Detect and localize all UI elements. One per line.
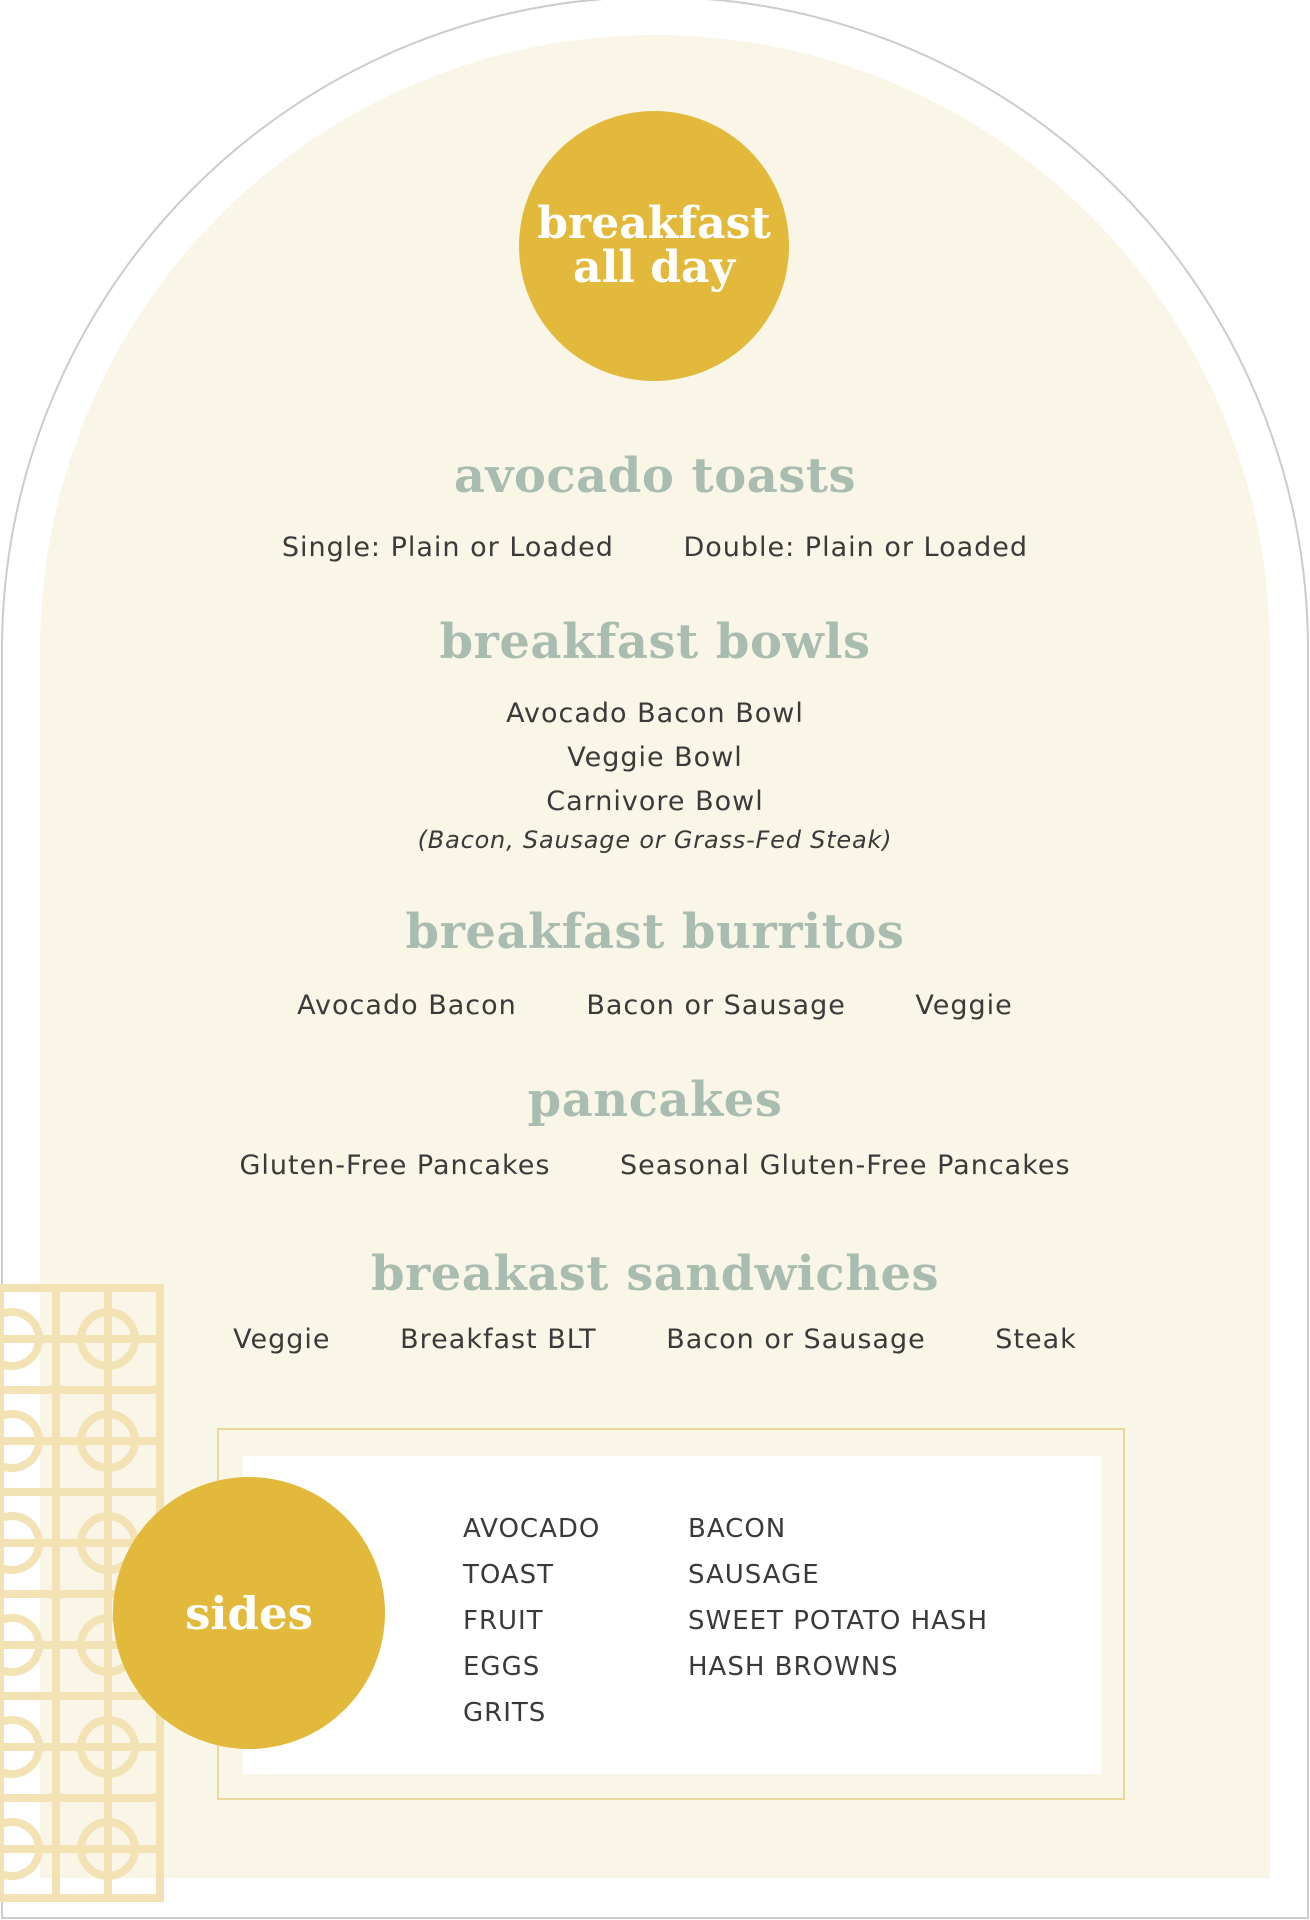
menu-item: Avocado Bacon	[297, 990, 517, 1021]
title-badge	[519, 111, 789, 381]
pancakes-items	[0, 1150, 1310, 1181]
side-item: GRITS	[463, 1698, 547, 1728]
avocado-toasts-items	[0, 532, 1310, 563]
menu-item: Steak	[995, 1324, 1077, 1355]
menu-item: Gluten-Free Pancakes	[239, 1150, 551, 1181]
breakfast-burritos-heading: breakfast burritos	[405, 904, 905, 960]
side-item: EGGS	[463, 1652, 541, 1682]
breakfast-bowls-heading: breakfast bowls	[439, 614, 871, 670]
menu-item: Seasonal Gluten-Free Pancakes	[619, 1150, 1071, 1181]
side-item: TOAST	[463, 1560, 555, 1590]
side-item: SAUSAGE	[688, 1560, 820, 1590]
breakfast-sandwiches-heading: breakast sandwiches	[370, 1246, 940, 1302]
breakfast-sandwiches-items	[0, 1324, 1310, 1355]
side-item: SWEET POTATO HASH	[688, 1606, 988, 1636]
sides-column-1	[463, 1506, 600, 1736]
side-item: HASH BROWNS	[688, 1652, 899, 1682]
sides-badge	[113, 1477, 385, 1749]
title-line-1: breakfast	[537, 198, 771, 249]
menu-item: Double: Plain or Loaded	[683, 532, 1029, 563]
menu-item: Single: Plain or Loaded	[281, 532, 614, 563]
menu-item: Carnivore Bowl	[546, 786, 764, 817]
menu-item: Veggie Bowl	[567, 742, 743, 773]
avocado-toasts-heading: avocado toasts	[453, 448, 857, 504]
side-item: FRUIT	[463, 1606, 544, 1636]
menu-item: Bacon or Sausage	[586, 990, 846, 1021]
side-item: AVOCADO	[463, 1514, 601, 1544]
sides-label: sides	[185, 1586, 313, 1640]
menu-item: Breakfast BLT	[400, 1324, 597, 1355]
carnivore-bowl-note: (Bacon, Sausage or Grass-Fed Steak)	[417, 826, 893, 854]
pancakes-heading: pancakes	[527, 1072, 783, 1128]
sides-column-2	[688, 1506, 988, 1690]
breakfast-burritos-items	[0, 990, 1310, 1021]
menu-item: Bacon or Sausage	[666, 1324, 926, 1355]
menu-item: Veggie	[233, 1324, 331, 1355]
title-line-2: all day	[572, 242, 736, 293]
side-item: BACON	[688, 1514, 787, 1544]
menu-item: Avocado Bacon Bowl	[506, 698, 804, 729]
menu-item: Veggie	[915, 990, 1013, 1021]
